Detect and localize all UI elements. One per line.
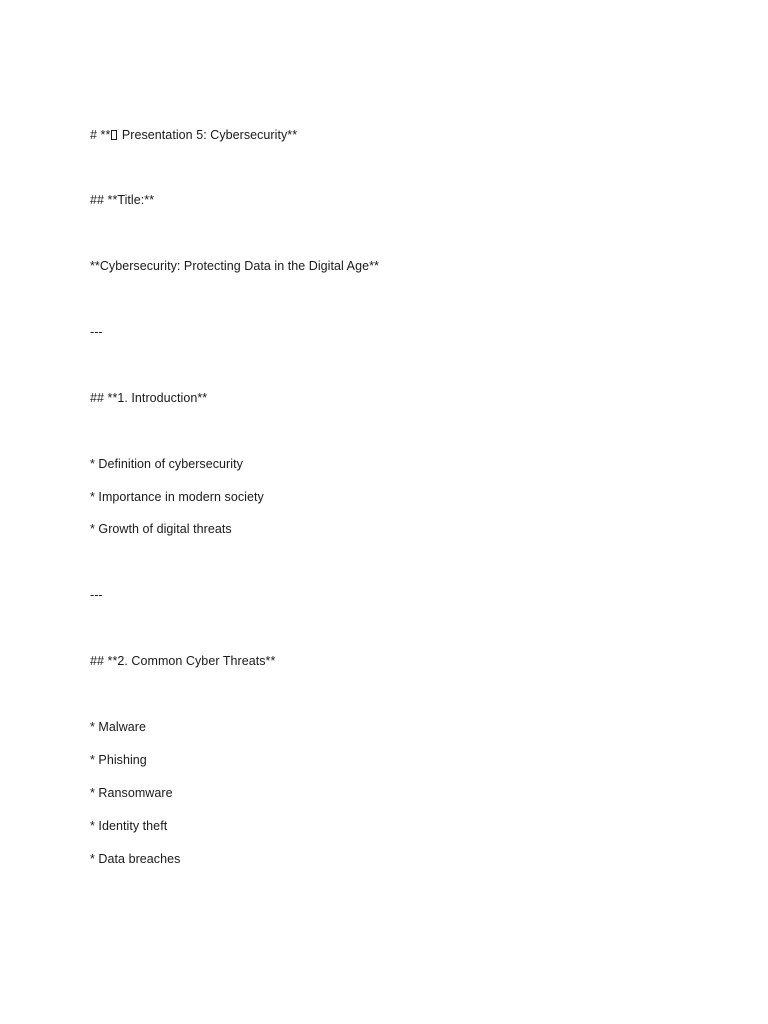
presentation-heading: [90, 127, 297, 143]
list-item: * Data breaches: [90, 852, 181, 866]
heading-prefix: # **: [90, 128, 111, 142]
list-item: * Ransomware: [90, 786, 173, 800]
missing-glyph-icon: [111, 130, 117, 140]
list-item: * Growth of digital threats: [90, 522, 232, 536]
divider: ---: [90, 325, 103, 339]
heading-text: Presentation 5: Cybersecurity**: [118, 128, 298, 142]
section-heading-common-cyber-threats: ## **2. Common Cyber Threats**: [90, 654, 276, 668]
title-label: ## **Title:**: [90, 193, 155, 207]
list-item: * Phishing: [90, 753, 147, 767]
title-text: **Cybersecurity: Protecting Data in the Digital Age**: [90, 259, 379, 273]
divider: ---: [90, 588, 103, 602]
list-item: * Importance in modern society: [90, 490, 264, 504]
list-item: * Malware: [90, 720, 147, 734]
section-heading-introduction: ## **1. Introduction**: [90, 391, 208, 405]
list-item: * Identity theft: [90, 819, 168, 833]
list-item: * Definition of cybersecurity: [90, 457, 243, 471]
